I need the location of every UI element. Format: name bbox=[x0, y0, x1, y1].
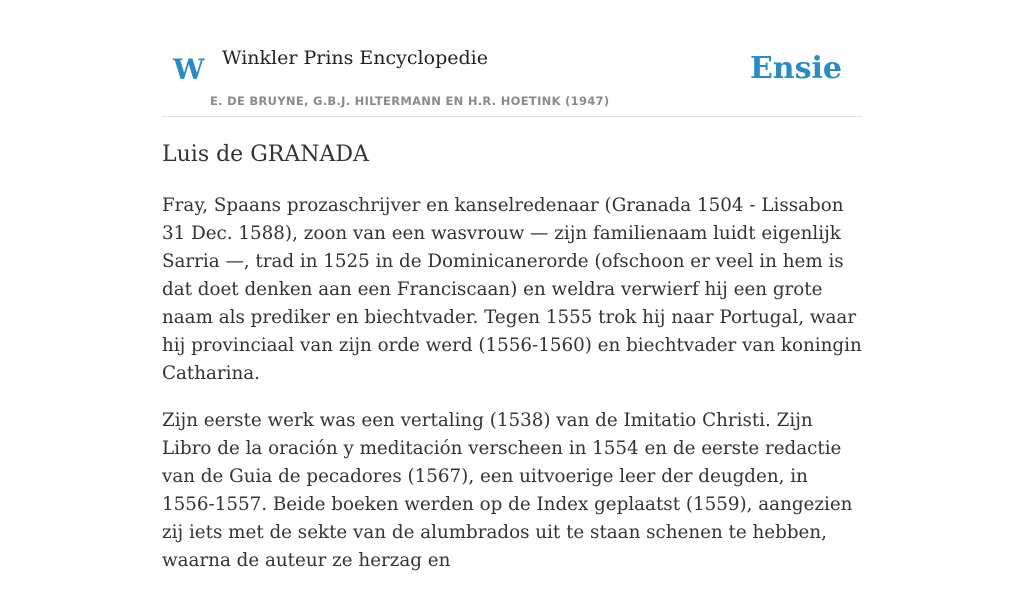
article-paragraph-2: Zijn eerste werk was een vertaling (1538) van de Imitatio Christi. Zijn Libro de la oración y meditación verscheen in 1554 en de eerste redactie van de Guia de pecadores (1567), een uitvoerige leer der deugden, in 1556-1557. Beide boeken werden op de Index geplaatst (1559), aangezien zij iets met de sekte van de alumbrados uit te staan schenen te hebben, waarna de auteur ze herzag en bbox=[162, 410, 853, 571]
source-header bbox=[162, 0, 862, 117]
source-logo-icon[interactable]: W bbox=[173, 53, 205, 86]
article-body bbox=[162, 192, 862, 594]
page bbox=[162, 0, 862, 571]
source-title-link[interactable]: Winkler Prins Encyclopedie bbox=[222, 47, 488, 69]
article-paragraph-1: Fray, Spaans prozaschrijver en kanselredenaar (Granada 1504 - Lissabon 31 Dec. 1588), zoon van een wasvrouw — zijn familienaam luidt eigenlijk Sarria —, trad in 1525 in de Dominicanerorde (ofschoon er veel in hem is dat doet denken aan een Franciscaan) en weldra verwierf hij een grote naam als prediker en biechtvader. Tegen 1555 trok hij naar Portugal, waar hij provinciaal van zijn orde werd (1556-1560) en biechtvader van koningin Catharina. bbox=[162, 195, 862, 384]
source-authors: E. DE BRUYNE, G.B.J. HILTERMANN EN H.R. HOETINK (1947) bbox=[210, 94, 610, 108]
article-title: Luis de GRANADA bbox=[162, 142, 369, 167]
ensie-logo-link[interactable]: Ensie bbox=[749, 51, 842, 86]
